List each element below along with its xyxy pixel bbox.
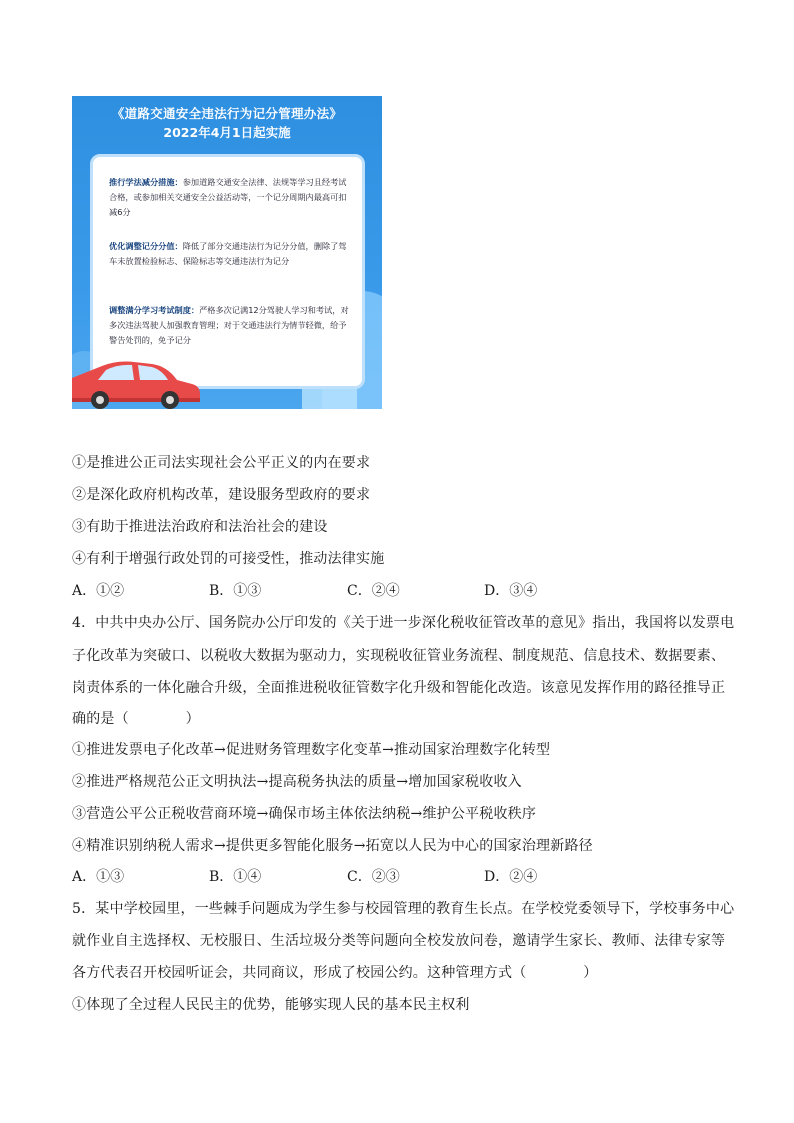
- q3-option-3: ③有助于推进法治政府和法治社会的建设: [72, 519, 328, 535]
- poster-subtitle: 2022年4月1日起实施: [163, 125, 291, 140]
- poster-item-body: 参加道路交通安全法律、法规等学习且经考试合格，或参加相关交通安全公益活动等，一个记分周期内最高可扣减6分: [109, 177, 347, 217]
- q4-option-2: ②推进严格规范公正文明执法→提高税务执法的质量→增加国家税收收入: [72, 774, 522, 790]
- q4-option-1: ①推进发票电子化改革→促进财务管理数字化变革→推动国家治理数字化转型: [72, 742, 551, 758]
- q3-option-2: ②是深化政府机构改革，建设服务型政府的要求: [72, 487, 371, 503]
- choice-b: B．①④: [209, 869, 262, 885]
- q5-stem-line: 各方代表召开校园听证会，共同商议，形成了校园公约。这种管理方式（ ）: [72, 965, 598, 981]
- choice-b: B．①③: [209, 583, 262, 599]
- choice-c: C．②④: [347, 583, 400, 599]
- choice-a: A．①②: [72, 583, 125, 599]
- poster-item: [109, 175, 354, 220]
- choice-a: A．①③: [72, 869, 125, 885]
- q4-option-4: ④精准识别纳税人需求→提供更多智能化服务→拓宽以人民为中心的国家治理新路径: [72, 838, 593, 854]
- q4-stem-line: 岗责体系的一体化融合升级，全面推进税收征管数字化升级和智能化改造。该意见发挥作用的路径推导正: [72, 680, 726, 696]
- choice-d: D．③④: [484, 583, 538, 599]
- poster-item-head: 推行学法减分措施：: [109, 177, 183, 187]
- q5-option-1: ①体现了全过程人民民主的优势，能够实现人民的基本民主权利: [72, 997, 470, 1013]
- poster-item-head: 优化调整记分分值：: [109, 241, 183, 251]
- poster-title: 《道路交通安全违法行为记分管理办法》: [111, 106, 343, 121]
- q4-stem-line: 确的是（ ）: [72, 711, 200, 727]
- q3-option-4: ④有利于增强行政处罚的可接受性，推动法律实施: [72, 551, 385, 567]
- poster-card: [90, 154, 365, 389]
- q5-stem-line: 就作业自主选择权、无校服日、生活垃圾分类等问题向全校发放问卷，邀请学生家长、教师、法律专家等: [72, 933, 726, 949]
- q4-stem-line: 子化改革为突破口、以税收大数据为驱动力，实现税收征管业务流程、制度规范、信息技术、数据要素、: [72, 648, 726, 664]
- traffic-rules-poster: [72, 96, 382, 409]
- poster-item: [109, 303, 354, 348]
- q3-option-1: ①是推进公正司法实现社会公平正义的内在要求: [72, 455, 371, 471]
- q4-option-3: ③营造公平公正税收营商环境→确保市场主体依法纳税→维护公平税收秩序: [72, 806, 537, 822]
- choice-c: C．②③: [347, 869, 400, 885]
- car-icon: [72, 358, 202, 409]
- q4-stem-line: 4．中共中央办公厅、国务院办公厅印发的《关于进一步深化税收征管改革的意见》指出，我国将以发票电: [72, 615, 735, 631]
- poster-item-body: 严格多次记满12分驾驶人学习和考试，对多次违法驾驶人加强教育管理；对于交通违法行为情节轻微，给予警告处罚的，免予记分: [109, 305, 349, 345]
- poster-item-body: 降低了部分交通违法行为记分分值，删除了驾车未放置检验标志、保险标志等交通违法行为记分: [109, 241, 347, 266]
- poster-item-head: 调整满分学习考试制度：: [109, 305, 200, 315]
- choice-d: D．②④: [484, 869, 538, 885]
- q5-stem-line: 5．某中学校园里，一些棘手问题成为学生参与校园管理的教育生长点。在学校党委领导下，学校事务中心: [72, 901, 735, 917]
- poster-item: [109, 239, 354, 269]
